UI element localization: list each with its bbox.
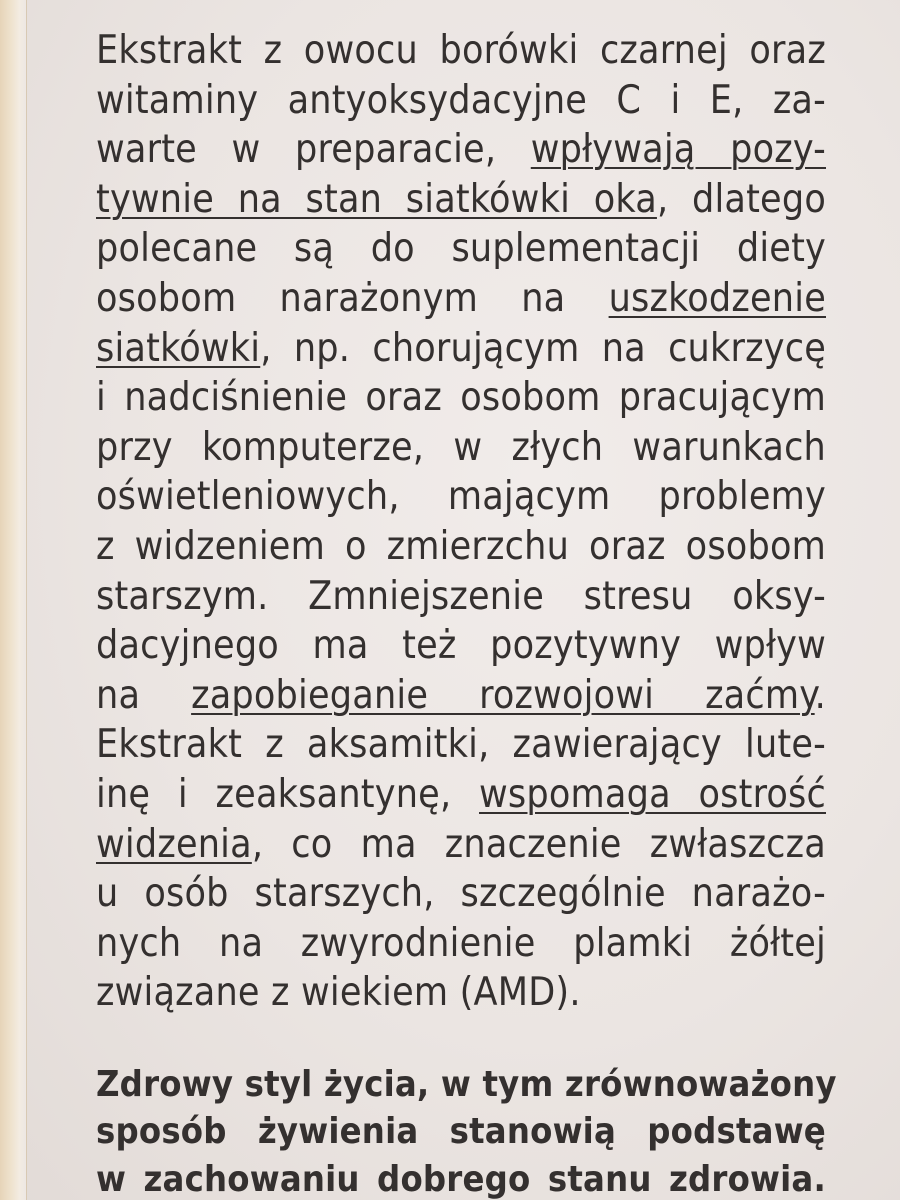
package-fold-edge xyxy=(0,0,27,1200)
text-run: Ekstrakt z aksamitki, zawierający lute- xyxy=(96,722,826,768)
underlined-phrase: wpływają pozy- xyxy=(530,127,826,173)
text-run: starszym. Zmniejszenie stresu oksy- xyxy=(96,573,826,619)
paragraph-line xyxy=(96,76,826,126)
underlined-phrase: zapobieganie rozwojowi zaćmy xyxy=(191,672,815,718)
text-run: i nadciśnienie oraz osobom pracującym xyxy=(96,375,826,421)
paragraph-line xyxy=(96,274,826,324)
paragraph-line xyxy=(96,770,826,820)
underlined-phrase: siatkówki xyxy=(96,325,261,371)
bold-line: Zdrowy styl życia, w tym zrównoważony xyxy=(96,1063,837,1105)
text-run: dacyjnego ma też pozytywny wpływ xyxy=(96,623,826,669)
underlined-phrase: tywnie na stan siatkówki oka xyxy=(96,176,657,222)
underlined-phrase: widzenia xyxy=(96,821,252,867)
text-run: , dlatego xyxy=(656,176,826,222)
paragraph-line xyxy=(96,373,826,423)
paragraph-line xyxy=(96,423,826,473)
text-run: polecane są do suplementacji diety xyxy=(96,226,826,272)
paragraph-line xyxy=(96,472,826,522)
text-run: , co ma znaczenie zwłaszcza xyxy=(251,821,826,867)
paragraph-line xyxy=(96,621,826,671)
bold-line: sposób żywienia stanowią podstawę xyxy=(96,1111,826,1153)
underlined-phrase: uszkodzenie xyxy=(608,275,826,321)
text-run: na xyxy=(96,672,192,718)
paragraph-line xyxy=(96,175,826,225)
paragraph-line xyxy=(96,720,826,770)
paragraph-line xyxy=(96,224,826,274)
paragraph-line xyxy=(96,572,826,622)
underlined-phrase: wspomaga ostrość xyxy=(479,771,826,817)
paragraph-line xyxy=(96,919,826,969)
text-run: , np. chorującym na cukrzycę xyxy=(260,325,826,371)
text-run: oświetleniowych, mającym problemy xyxy=(96,474,826,520)
product-description-paragraph xyxy=(96,26,826,1018)
text-run: przy komputerze, w złych warunkach xyxy=(96,424,826,470)
text-run: z widzeniem o zmierzchu oraz osobom xyxy=(96,523,826,569)
paragraph-line xyxy=(96,869,826,919)
text-run: inę i zeaksantynę, xyxy=(96,771,480,817)
paragraph-line xyxy=(96,671,826,721)
paragraph-line xyxy=(96,324,826,374)
text-run: nych na zwyrodnienie plamki żółtej xyxy=(96,920,826,966)
bold-line: w zachowaniu dobrego stanu zdrowia. xyxy=(96,1158,826,1200)
text-run: . xyxy=(814,672,826,718)
paragraph-line xyxy=(96,125,826,175)
text-run: warte w preparacie, xyxy=(96,127,531,173)
healthy-lifestyle-note xyxy=(96,1061,837,1200)
text-run: osobom narażonym na xyxy=(96,275,609,321)
text-run: u osób starszych, szczególnie narażo- xyxy=(96,871,826,917)
paragraph-line xyxy=(96,26,826,76)
text-run: związane z wiekiem (AMD). xyxy=(96,970,581,1016)
leaflet-text-block xyxy=(96,26,837,1200)
text-run: Ekstrakt z owocu borówki czarnej oraz xyxy=(96,28,826,73)
paragraph-line xyxy=(96,522,826,572)
text-run: witaminy antyoksydacyjne C i E, za- xyxy=(96,77,826,123)
paragraph-line xyxy=(96,968,826,1018)
paragraph-line xyxy=(96,820,826,870)
